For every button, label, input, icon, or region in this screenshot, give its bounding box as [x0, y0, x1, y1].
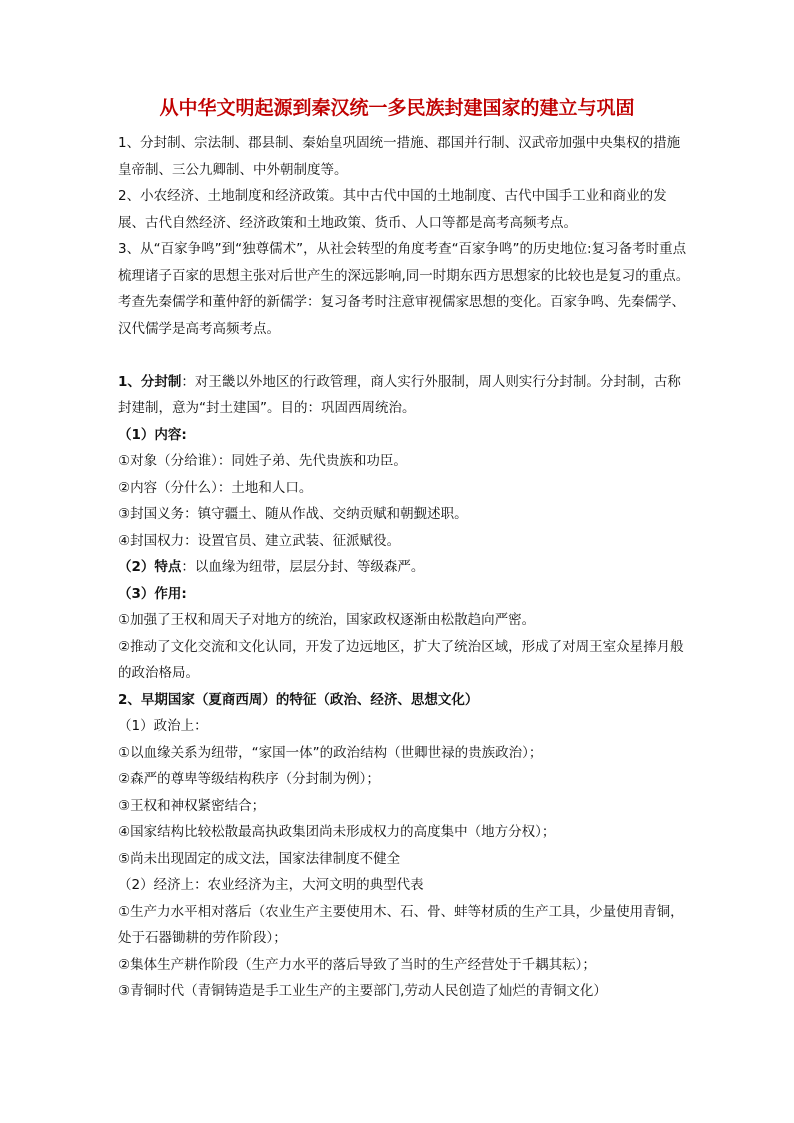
politics-heading: （1）政治上： — [118, 718, 208, 734]
politics-item: ④国家结构比较松散最高执政集团尚未形成权力的高度集中（地方分权）； — [118, 824, 556, 840]
feature-text: ：以血缘为纽带，层层分封、等级森严。 — [181, 559, 425, 575]
section-1-heading: 1、分封制 — [118, 373, 182, 390]
economy-item: ②集体生产耕作阶段（生产力水平的落后导致了当时的生产经营处于千耦其耘）； — [118, 956, 596, 973]
economy-item: ①生产力水平相对落后（农业生产主要使用木、石、骨、蚌等材质的生产工具，少量使用青铜，处于石器锄耕的劳作阶段）； — [118, 903, 684, 946]
intro-paragraph-1: 1、分封制、宗法制、郡县制、秦始皇巩固统一措施、郡国并行制、汉武帝加强中央集权的措施皇帝制、三公九卿制、中外朝制度等。 — [118, 135, 681, 178]
document-title: 从中华文明起源到秦汉统一多民族封建国家的建立与巩固 — [159, 97, 635, 119]
feature-heading: （2）特点 — [118, 559, 182, 575]
effect-item: ①加强了王权和周天子对地方的统治，国家政权逐渐由松散趋向严密。 — [118, 612, 536, 628]
politics-item: ⑤尚未出现固定的成文法，国家法律制度不健全 — [118, 850, 401, 867]
content-heading: （1）内容: — [118, 426, 187, 443]
document-body — [118, 130, 692, 1005]
effect-heading: （3）作用: — [118, 585, 187, 602]
intro-paragraph-3: 3、从“百家争鸣”到“独尊儒术”，从社会转型的角度考查“百家争鸣”的历史地位:复习备考时重点梳理诸子百家的思想主张对后世产生的深远影响,同一时期东西方思想家的比较也是复习的重点。考查先秦儒学和董仲舒的新儒学：复习备考时注意审视儒家思想的变化。百家争鸣、先秦儒学、汉代儒学是高考高频考点。 — [118, 241, 690, 337]
feature-paragraph — [118, 554, 692, 581]
content-item: ④封国权力：设置官员、建立武装、征派赋役。 — [118, 532, 401, 549]
economy-heading: （2）经济上：农业经济为主，大河文明的典型代表 — [118, 877, 424, 893]
politics-item: ①以血缘关系为纽带，“家国一体”的政治结构（世卿世禄的贵族政治）； — [118, 744, 543, 761]
intro-paragraph-2: 2、小农经济、土地制度和经济政策。其中古代中国的土地制度、古代中国手工业和商业的发展、古代自然经济、经济政策和土地政策、货币、人口等都是高考高频考点。 — [118, 188, 667, 231]
content-item: ①对象（分给谁）：同姓子弟、先代贵族和功臣。 — [118, 453, 407, 469]
section-spacer — [118, 342, 692, 369]
section-1-text: ：对王畿以外地区的行政管理，商人实行外服制，周人则实行分封制。分封制，古称封建制，意为“封土建国”。目的：巩固西周统治。 — [118, 373, 681, 416]
section-2-heading: 2、早期国家（夏商西周）的特征（政治、经济、思想文化） — [118, 691, 479, 708]
politics-item: ②森严的尊卑等级结构秩序（分封制为例）； — [118, 771, 380, 787]
content-item: ②内容（分什么）：土地和人口。 — [118, 479, 313, 496]
effect-item: ②推动了文化交流和文化认同，开发了边远地区，扩大了统治区域，形成了对周王室众星捧月般的政治格局。 — [118, 638, 684, 681]
politics-item: ③王权和神权紧密结合； — [118, 797, 266, 814]
economy-item: ③青铜时代（青铜铸造是手工业生产的主要部门,劳动人民创造了灿烂的青铜文化） — [118, 983, 607, 999]
section-1-paragraph — [118, 369, 692, 422]
content-item: ③封国义务：镇守疆土、随从作战、交纳贡赋和朝觐述职。 — [118, 506, 468, 522]
